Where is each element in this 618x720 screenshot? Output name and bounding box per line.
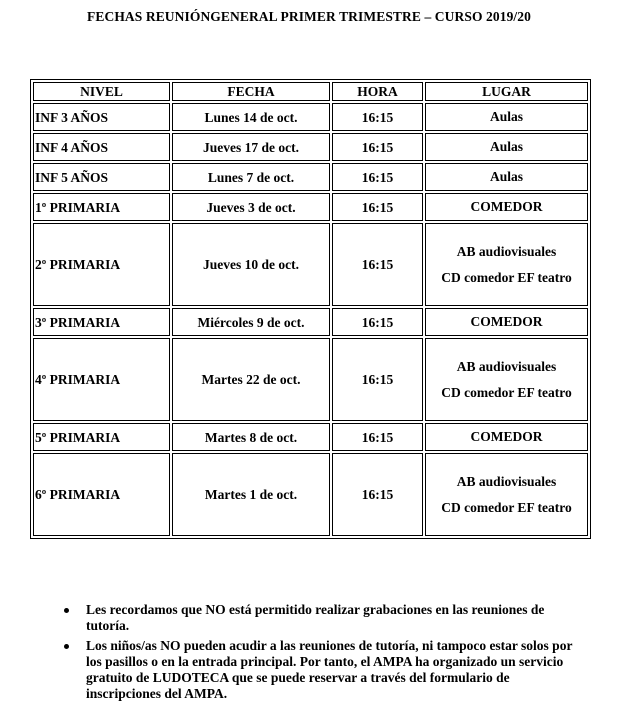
lugar-line: Aulas [489, 139, 523, 154]
cell-lugar [425, 163, 588, 191]
table-row [33, 163, 588, 191]
notes-list [60, 602, 580, 706]
note-text: Los niños/as NO pueden acudir a las reuniones de tutoría, ni tampoco estar solos por los pasillos o en la entrada principal. Por tanto, el AMPA ha organizado un servicio gratuito de LUDOTECA que se puede reservar a través del formulario de inscripciones del AMPA. [86, 638, 573, 701]
table-row [33, 103, 588, 131]
header-lugar: LUGAR [425, 82, 588, 101]
cell-lugar [425, 133, 588, 161]
cell-nivel: 4º PRIMARIA [33, 338, 170, 421]
note-item [60, 638, 580, 702]
cell-nivel: 6º PRIMARIA [33, 453, 170, 536]
cell-nivel: 3º PRIMARIA [33, 308, 170, 336]
cell-fecha: Martes 22 de oct. [172, 338, 330, 421]
cell-nivel: 2º PRIMARIA [33, 223, 170, 306]
cell-hora: 16:15 [332, 223, 423, 306]
page-title: FECHAS REUNIÓNGENERAL PRIMER TRIMESTRE – CURSO 2019/20 [87, 9, 531, 24]
table-row [33, 453, 588, 536]
cell-hora: 16:15 [332, 193, 423, 221]
table-header-row [33, 82, 588, 101]
lugar-line: COMEDOR [470, 199, 543, 214]
table-row [33, 193, 588, 221]
cell-lugar [425, 223, 588, 306]
cell-hora: 16:15 [332, 423, 423, 451]
header-nivel: NIVEL [33, 82, 170, 101]
bullet-icon [64, 608, 69, 613]
meetings-table [30, 79, 591, 539]
table-row [33, 133, 588, 161]
header-hora: HORA [332, 82, 423, 101]
table-row [33, 223, 588, 306]
cell-hora: 16:15 [332, 338, 423, 421]
cell-lugar [425, 453, 588, 536]
header-fecha: FECHA [172, 82, 330, 101]
cell-hora: 16:15 [332, 103, 423, 131]
note-item [60, 602, 580, 634]
cell-lugar [425, 193, 588, 221]
cell-fecha: Lunes 7 de oct. [172, 163, 330, 191]
lugar-line: AB audiovisuales [456, 358, 557, 374]
lugar-line: Aulas [489, 109, 523, 124]
cell-lugar [425, 338, 588, 421]
cell-fecha: Jueves 10 de oct. [172, 223, 330, 306]
bullet-icon [64, 644, 69, 649]
table-row [33, 423, 588, 451]
lugar-line: COMEDOR [470, 429, 543, 444]
cell-fecha: Martes 1 de oct. [172, 453, 330, 536]
table-row [33, 338, 588, 421]
lugar-line: Aulas [489, 169, 523, 184]
cell-hora: 16:15 [332, 308, 423, 336]
lugar-line: CD comedor EF teatro [441, 269, 572, 285]
cell-lugar [425, 308, 588, 336]
lugar-line: AB audiovisuales [456, 243, 557, 259]
cell-nivel: 1º PRIMARIA [33, 193, 170, 221]
note-text: Les recordamos que NO está permitido realizar grabaciones en las reuniones de tutoría. [86, 602, 545, 633]
cell-nivel: 5º PRIMARIA [33, 423, 170, 451]
cell-fecha: Jueves 17 de oct. [172, 133, 330, 161]
table-row [33, 308, 588, 336]
cell-nivel: INF 3 AÑOS [33, 103, 170, 131]
cell-nivel: INF 5 AÑOS [33, 163, 170, 191]
cell-fecha: Miércoles 9 de oct. [172, 308, 330, 336]
cell-lugar [425, 423, 588, 451]
lugar-line: AB audiovisuales [456, 473, 557, 489]
cell-fecha: Jueves 3 de oct. [172, 193, 330, 221]
lugar-line: CD comedor EF teatro [441, 384, 572, 400]
cell-hora: 16:15 [332, 163, 423, 191]
lugar-line: COMEDOR [470, 314, 543, 329]
cell-fecha: Lunes 14 de oct. [172, 103, 330, 131]
lugar-line: CD comedor EF teatro [441, 499, 572, 515]
cell-hora: 16:15 [332, 133, 423, 161]
cell-hora: 16:15 [332, 453, 423, 536]
cell-nivel: INF 4 AÑOS [33, 133, 170, 161]
cell-lugar [425, 103, 588, 131]
table-body [33, 103, 588, 536]
cell-fecha: Martes 8 de oct. [172, 423, 330, 451]
